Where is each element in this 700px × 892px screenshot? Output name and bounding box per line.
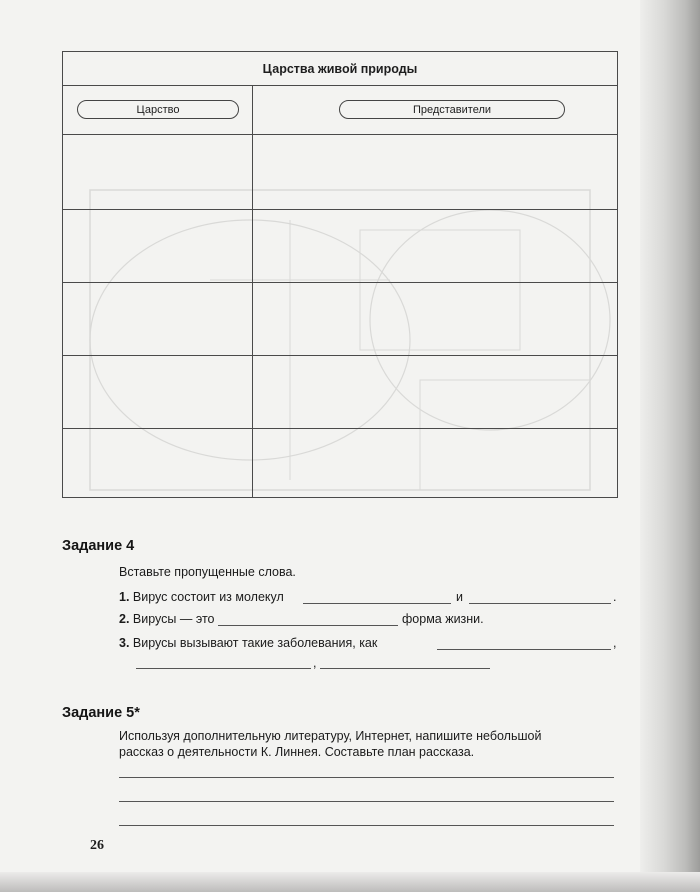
answer-line[interactable] (119, 801, 614, 802)
blank-line-3a[interactable] (437, 649, 611, 650)
task5-text-line1: Используя дополнительную литературу, Интернет, напишите небольшой (119, 729, 542, 743)
table-row-divider (63, 355, 617, 356)
table-title: Царства живой природы (63, 52, 617, 86)
item-number: 3. (119, 636, 130, 650)
page-bottom-shadow (0, 872, 700, 892)
table-row-divider (63, 282, 617, 283)
item-number: 2. (119, 612, 130, 626)
item-text: Вирусы вызывают такие заболевания, как (132, 636, 378, 650)
answer-line[interactable] (119, 825, 614, 826)
table-header-row (63, 86, 617, 135)
table-row-divider (63, 428, 617, 429)
task5-heading: Задание 5* (62, 705, 140, 721)
blank-line-1b[interactable] (469, 603, 611, 604)
task4-heading: Задание 4 (62, 538, 135, 554)
item-text: . (613, 590, 617, 604)
task5-text-line2: рассказ о деятельности К. Линнея. Составьте план рассказа. (119, 745, 475, 759)
blank-line-3b[interactable] (136, 668, 311, 669)
item-text: Вирусы — это (132, 612, 215, 626)
task4-instruction: Вставьте пропущенные слова. (119, 565, 296, 579)
answer-line[interactable] (119, 777, 614, 778)
blank-line-1a[interactable] (303, 603, 451, 604)
column-header-members: Представители (339, 100, 565, 119)
column-divider (252, 86, 253, 497)
task4-item2 (119, 612, 214, 626)
kingdoms-table (62, 51, 618, 498)
item-text: Вирус состоит из молекул (132, 590, 284, 604)
item-text: и (456, 590, 463, 604)
item-number: 1. (119, 590, 130, 604)
page-number: 26 (90, 838, 104, 853)
column-header-kingdom: Царство (77, 100, 239, 119)
page-edge-shadow (640, 0, 700, 892)
blank-line-3c[interactable] (320, 668, 490, 669)
item-text: форма жизни. (402, 612, 484, 626)
table-row-divider (63, 209, 617, 210)
task4-item3 (119, 636, 377, 650)
item-text: , (613, 636, 617, 650)
blank-line-2[interactable] (218, 625, 398, 626)
task4-item1 (119, 590, 284, 604)
item-text: , (313, 656, 317, 670)
